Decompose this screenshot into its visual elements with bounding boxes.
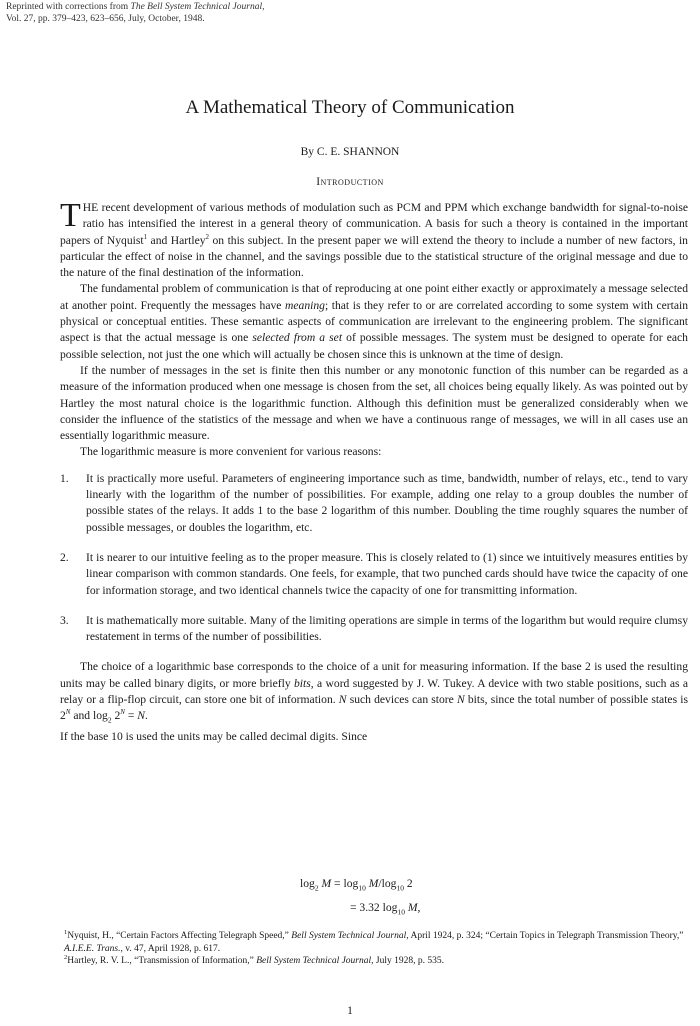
reprint-note-journal: The Bell System Technical Journal,: [130, 2, 265, 12]
eq-sub: 10: [396, 883, 404, 893]
para5-text-e: and log: [70, 709, 108, 723]
eq-sub: 2: [314, 883, 319, 893]
eq-const: 2: [403, 877, 413, 890]
paragraph-3: If the number of messages in the set is finite then this number or any monotonic function of this number can be regarded as a measure of the information produced when one message is chosen from the set, all choices being equally likely. As was pointed out by Hartley the most natural choice is the logarithmic function. Although this definition must be generalized considerably when we consider the influence of the statistics of the message and when we have a continuous range of messages, we will in all cases use an essentially logarithmic measure.: [60, 363, 688, 443]
para5-sub-2: 2: [107, 715, 112, 725]
para5-italic-n1: N: [338, 693, 347, 707]
para5-sup-n1: N: [65, 708, 71, 717]
para5-text-f: 2: [111, 709, 121, 723]
para5-text-i: If the base 10 is used the units may be called decimal digits. Since: [60, 729, 368, 743]
list-item-text: It is mathematically more suitable. Many of the limiting operations are simple in terms of the logarithm but would require clumsy restatement in terms of the number of possibilities.: [86, 613, 688, 644]
equation-block: [300, 874, 420, 923]
para5-italic-n3: N: [137, 709, 146, 723]
para5-text-h: .: [145, 709, 148, 723]
eq-var: M: [407, 901, 418, 915]
para2-text-c: of possible messages. The system must be designed to operate for each possible selection, not just the one which will actually be chosen since this is unknown at the time of design.: [60, 331, 688, 361]
footnote-2-text-a: Hartley, R. V. L., “Transmission of Information,”: [67, 956, 257, 966]
paragraph-5: [60, 659, 688, 745]
footnotes: [8, 930, 690, 968]
para1-text-b: and Hartley: [147, 233, 206, 247]
list-item-number: 1.: [60, 471, 69, 485]
paragraph-4: The logarithmic measure is more convenient for various reasons:: [80, 445, 382, 459]
drop-cap: T: [60, 197, 81, 234]
eq-sub: 10: [358, 883, 366, 893]
footnote-2-journal: Bell System Technical Journal,: [256, 956, 374, 966]
footnote-1-text-a: Nyquist, H., “Certain Factors Affecting Telegraph Speed,”: [67, 931, 292, 941]
reprint-note-prefix: Reprinted with corrections from: [6, 2, 131, 12]
page-number: 1: [347, 1005, 353, 1017]
eq-log: log: [300, 877, 315, 890]
list-item: [60, 550, 688, 599]
para1-text-c: on this subject. In the present paper we will extend the theory to include a number of new factors, in particular the effect of noise in the channel, and the savings possible due to the statistical structure of the original message and due to the nature of the final destination of the information.: [60, 233, 688, 280]
author-byline: By C. E. SHANNON: [300, 146, 400, 158]
list-item: [60, 613, 688, 646]
footnote-ref-2: 2: [205, 232, 210, 241]
para2-text-a: The fundamental problem of communication is that of reproducing at one point either exactly or approximately a message selected at another point. Frequently the messages have: [60, 282, 688, 312]
eq-var: M: [321, 877, 332, 890]
para5-italic-bits: bits: [294, 676, 311, 690]
footnote-2-marker: 2: [64, 953, 68, 961]
list-item-text: It is nearer to our intuitive feeling as to the proper measure. This is closely related to (1) since we intuitively measures entities by linear comparison with common standards. One feels, for example, that two punched cards should have twice the capacity of one for information storage, and two identical channels twice the capacity of one for transmitting information.: [86, 550, 688, 597]
footnote-1-text-b: April 1924, p. 324; “Certain Topics in Telegraph Transmission Theory,”: [408, 931, 684, 941]
eq-punct: ,: [417, 901, 421, 915]
eq-sub: 10: [397, 907, 405, 917]
para5-text-c: such devices can store: [346, 693, 457, 707]
reprint-note-volume: Vol. 27, pp. 379–423, 623–656, July, October, 1948.: [6, 14, 205, 24]
footnote-ref-1: 1: [143, 232, 148, 241]
equation-row-1: [300, 874, 420, 898]
list-item-number: 2.: [60, 550, 69, 564]
paragraph-1: [60, 197, 688, 281]
equation-row-2: [300, 898, 420, 922]
footnote-1-marker: 1: [64, 928, 68, 936]
footnote-2: [8, 955, 690, 968]
para2-italic-meaning: meaning: [285, 298, 325, 312]
para5-sup-n2: N: [120, 708, 125, 717]
footnote-2-text-b: July 1928, p. 535.: [373, 956, 444, 966]
list-item: [60, 471, 688, 536]
para2-text-b: ; that is they refer to or are correlated according to some system with certain physical or conceptual entities. These semantic aspects of communication are irrelevant to the engineering problem. The significant aspect is that the actual message is one: [60, 298, 688, 345]
para5-italic-n2: N: [456, 693, 465, 707]
para5-text-d: bits, since the total number of possible states is 2: [60, 693, 688, 723]
reasons-list: [60, 471, 688, 646]
paragraph-2: [60, 281, 688, 362]
para5-text-a: The choice of a logarithmic base corresponds to the choice of a unit for measuring information. If the base 2 is used the resulting units may be called binary digits, or more briefly: [60, 660, 688, 690]
footnote-1-journal: Bell System Technical Journal,: [291, 931, 409, 941]
reprint-note: [6, 1, 264, 25]
body-text: [60, 197, 688, 745]
para5-text-b: , a word suggested by J. W. Tukey. A device with two stable positions, such as a relay or a flip-flop circuit, can store one bit of information.: [60, 676, 688, 707]
footnote-1: [8, 930, 690, 955]
eq-op: = 3.32 log: [350, 901, 398, 915]
para2-italic-selected: selected from a set: [252, 331, 343, 345]
para1-text-a: HE recent development of various methods of modulation such as PCM and PPM which exchange bandwidth for signal-to-noise ratio has intensified the interest in a general theory of communication. A basis for such a theory is contained in the important papers of Nyquist: [60, 201, 688, 247]
list-item-text: It is practically more useful. Parameters of engineering importance such as time, bandwidth, number of relays, etc., tend to vary linearly with the logarithm of the number of possibilities. For example, adding one relay to a group doubles the number of possible states of the relays. It adds 1 to the base 2 logarithm of this number. Doubling the time roughly squares the number of possible messages, or doubles the logarithm, etc.: [86, 471, 688, 534]
para5-text-g: =: [124, 709, 138, 723]
eq-op: = log: [331, 877, 359, 890]
paper-title: A Mathematical Theory of Communication: [185, 97, 515, 118]
section-heading: Introduction: [316, 176, 384, 188]
footnote-1-trans: A.I.E.E. Trans.,: [64, 943, 123, 954]
list-item-number: 3.: [60, 613, 69, 627]
eq-var: M: [368, 877, 379, 890]
footnote-1-text-c: v. 47, April 1928, p. 617.: [122, 943, 221, 954]
eq-op: /log: [378, 877, 397, 890]
